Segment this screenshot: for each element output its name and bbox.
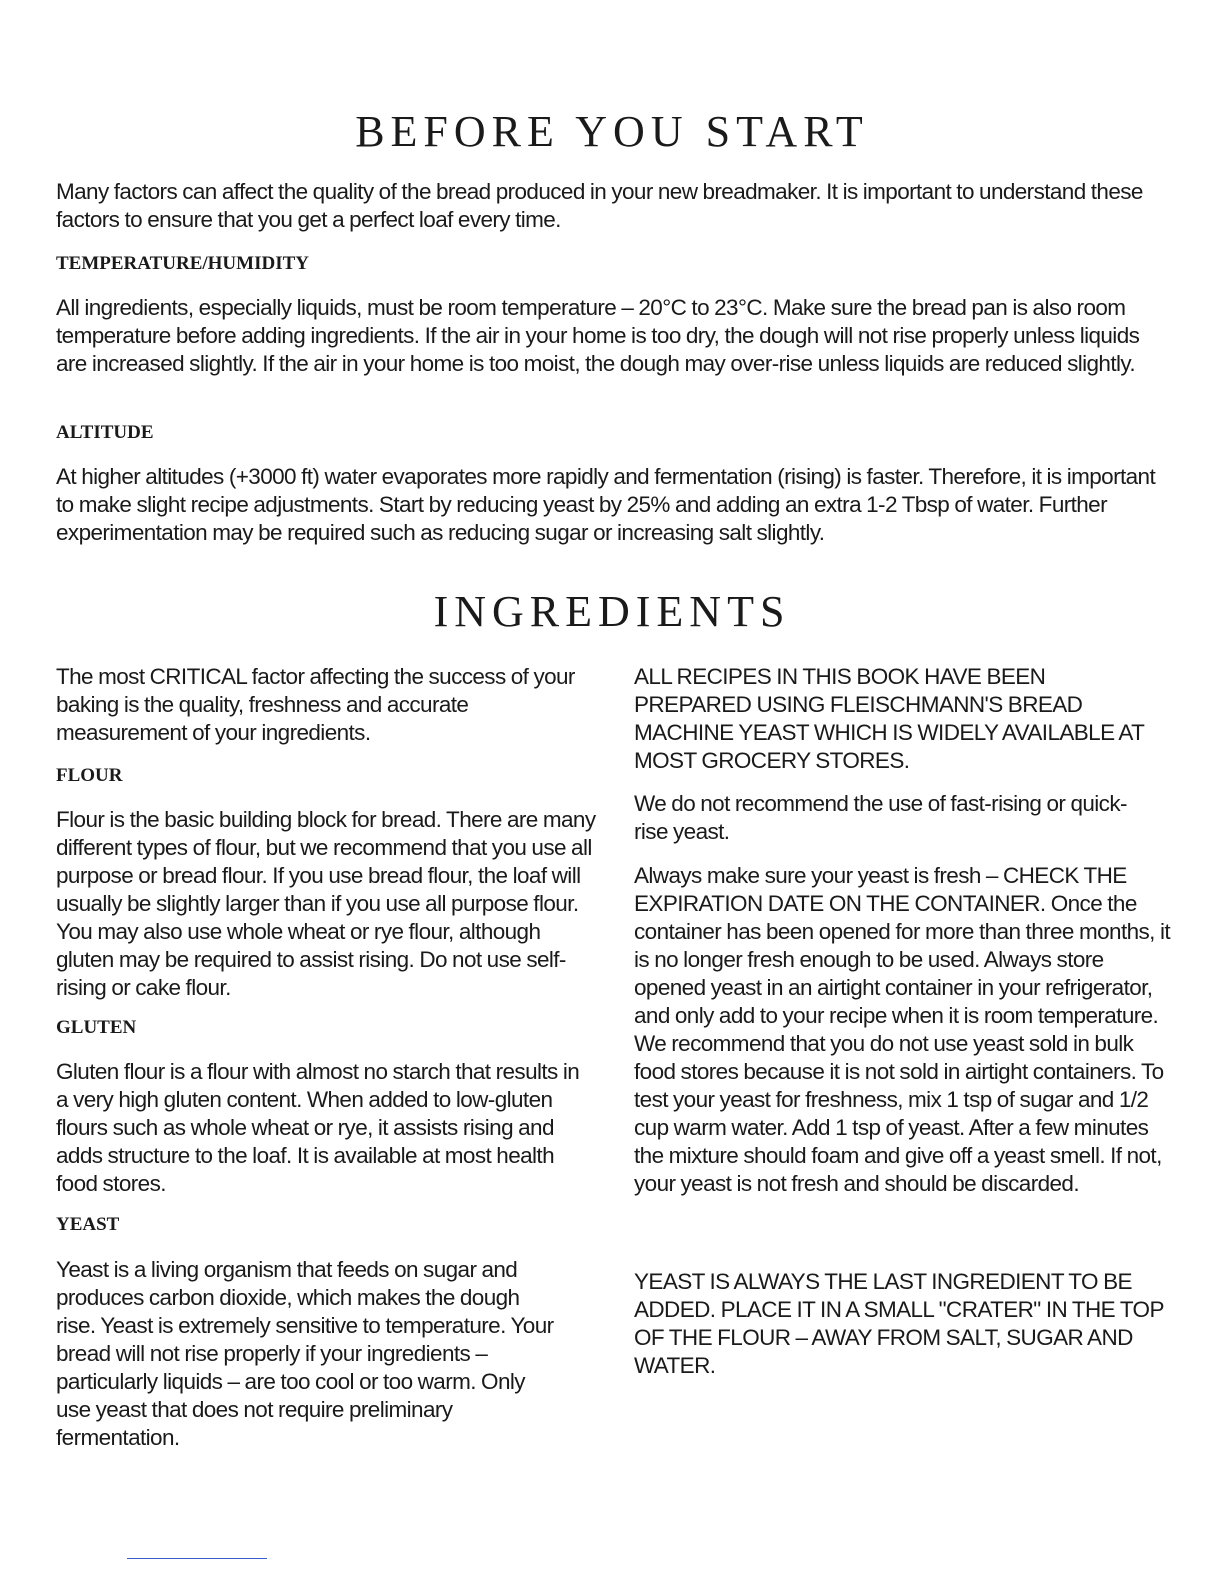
temperature-heading: TEMPERATURE/HUMIDITY bbox=[56, 253, 309, 274]
recipes-note bbox=[634, 663, 1174, 775]
fresh-yeast-text: Always make sure your yeast is fresh – CHECK THE EXPIRATION DATE ON THE CONTAINER. Once the container has been opened for more than three months, it is no longer fresh enough to be used. Always store opened yeast in an airtight container in your refrigerator, and only add to your recipe when it is room temperature. We recommend that you do not use yeast sold in bulk food stores because it is not sold in airtight containers. To test your yeast for freshness, mix 1 tsp of sugar and 1/2 cup warm water. Add 1 tsp of yeast. After a few minutes the mixture should foam and give off a yeast smell. If not, your yeast is not fresh and should be discarded. bbox=[634, 863, 1171, 1196]
flour-paragraph bbox=[56, 806, 596, 1002]
altitude-text: At higher altitudes (+3000 ft) water evaporates more rapidly and fermentation (rising) is faster. Therefore, it is important to make slight recipe adjustments. Start by reducing yeast by 25% and adding an extra 1-2 Tbsp of water. Further experimentation may be required such as reducing sugar or increasing salt slightly. bbox=[56, 464, 1156, 545]
gluten-heading-wrap bbox=[56, 1017, 596, 1039]
yeast-paragraph bbox=[56, 1256, 596, 1452]
ingredients-intro-text: The most CRITICAL factor affecting the success of your baking is the quality, freshness and accurate measurement of your ingredients. bbox=[56, 664, 575, 745]
flour-text: Flour is the basic building block for bread. There are many different types of flour, but we recommend that you use all purpose or bread flour. If you use bread flour, the loaf will usually be slightly larger than if you use all purpose flour. You may also use whole wheat or rye flour, although gluten may be required to assist rising. Do not use self-rising or cake flour. bbox=[56, 807, 596, 1000]
gluten-heading: GLUTEN bbox=[56, 1017, 137, 1038]
intro-paragraph bbox=[56, 178, 1166, 234]
ingredients-intro bbox=[56, 663, 596, 747]
yeast-heading-wrap bbox=[56, 1214, 596, 1236]
altitude-paragraph bbox=[56, 463, 1166, 547]
footer-rule bbox=[127, 1558, 267, 1559]
intro-text: Many factors can affect the quality of the bread produced in your new breadmaker. It is important to understand these factors to ensure that you get a perfect loaf every time. bbox=[56, 179, 1143, 232]
altitude-heading: ALTITUDE bbox=[56, 422, 154, 443]
temperature-heading-wrap bbox=[56, 253, 1166, 275]
altitude-heading-wrap bbox=[56, 422, 1166, 444]
flour-heading: FLOUR bbox=[56, 765, 123, 786]
last-ingredient-text: YEAST IS ALWAYS THE LAST INGREDIENT TO BE ADDED. PLACE IT IN A SMALL "CRATER" IN THE TOP OF THE FLOUR – AWAY FROM SALT, SUGAR AND WATER. bbox=[634, 1269, 1164, 1378]
fresh-yeast-note bbox=[634, 862, 1174, 1198]
yeast-text: Yeast is a living organism that feeds on sugar and produces carbon dioxide, which makes the dough rise. Yeast is extremely sensitive to temperature. Your bread will not rise properly if your ingredients – particularly liquids – are too cool or too warm. Only use yeast that does not require preliminary fermentation. bbox=[56, 1257, 554, 1450]
gluten-paragraph bbox=[56, 1058, 596, 1198]
temperature-paragraph bbox=[56, 294, 1166, 378]
gluten-text: Gluten flour is a flour with almost no starch that results in a very high gluten content. When added to low-gluten flours such as whole wheat or rye, it assists rising and adds structure to the loaf. It is available at most health food stores. bbox=[56, 1059, 580, 1196]
before-you-start-title: BEFORE YOU START bbox=[355, 107, 869, 156]
last-ingredient-note bbox=[634, 1268, 1174, 1380]
fast-rising-note bbox=[634, 790, 1174, 846]
flour-heading-wrap bbox=[56, 765, 596, 787]
ingredients-title: INGREDIENTS bbox=[433, 587, 791, 636]
recipes-note-text: ALL RECIPES IN THIS BOOK HAVE BEEN PREPARED USING FLEISCHMANN'S BREAD MACHINE YEAST WHICH IS WIDELY AVAILABLE AT MOST GROCERY STORES. bbox=[634, 664, 1144, 773]
yeast-heading: YEAST bbox=[56, 1214, 120, 1235]
fast-rising-text: We do not recommend the use of fast-rising or quick-rise yeast. bbox=[634, 791, 1127, 844]
temperature-text: All ingredients, especially liquids, must be room temperature – 20°C to 23°C. Make sure the bread pan is also room temperature before adding ingredients. If the air in your home is too dry, the dough will not rise properly unless liquids are increased slightly. If the air in your home is too moist, the dough may over-rise unless liquids are reduced slightly. bbox=[56, 295, 1140, 376]
